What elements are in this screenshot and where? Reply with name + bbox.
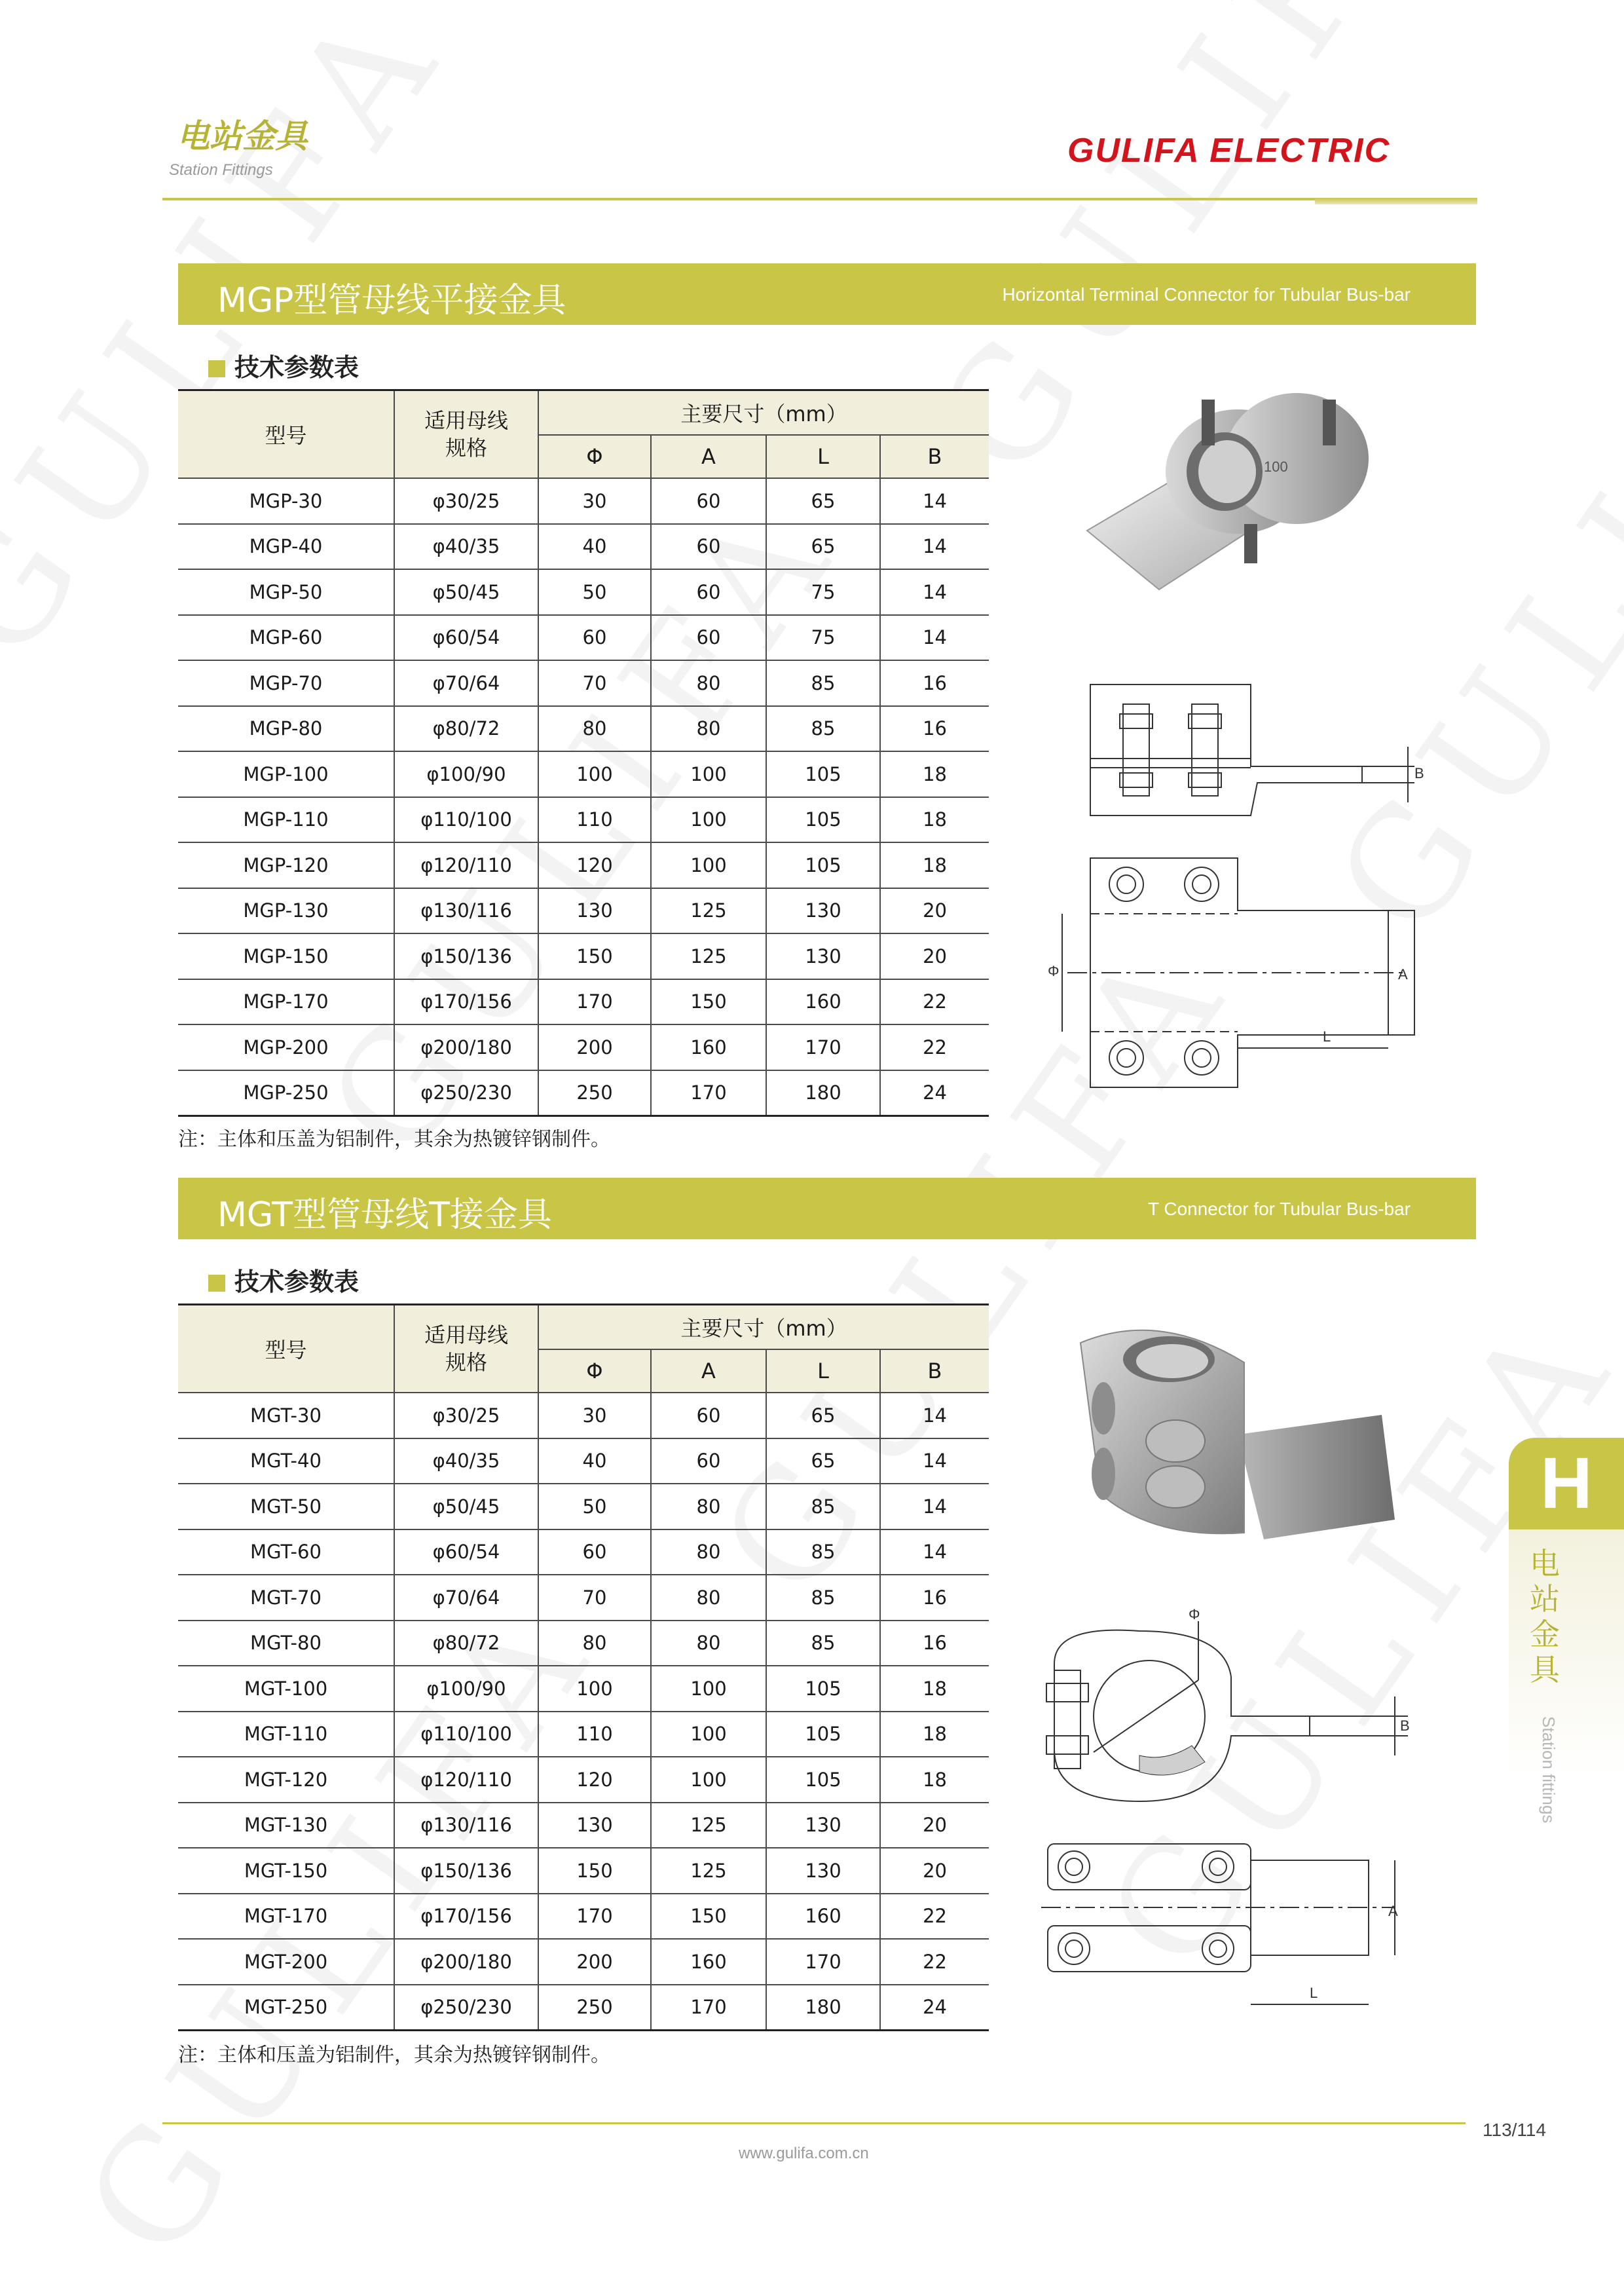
table-row <box>178 979 989 1025</box>
table-row <box>178 1484 989 1529</box>
table-cell: 150 <box>538 933 651 979</box>
table-row <box>178 888 989 934</box>
table-cell: 20 <box>880 888 989 934</box>
mgp-side-drawing <box>1087 675 1428 832</box>
table-cell: φ50/45 <box>394 569 538 615</box>
mgp-title-en: Horizontal Terminal Connector for Tubular Bus-bar <box>1002 284 1411 305</box>
table-cell: MGP-150 <box>178 933 394 979</box>
table-cell: 18 <box>880 842 989 888</box>
table-cell: φ250/230 <box>394 1070 538 1116</box>
table-cell: 200 <box>538 1024 651 1070</box>
mgp-top-drawing <box>1041 852 1428 1094</box>
table-cell: φ130/116 <box>394 1803 538 1848</box>
col-main-dims: 主要尺寸（mm） <box>538 390 989 436</box>
table-row <box>178 1621 989 1666</box>
mgt-side-drawing <box>1041 1605 1414 1814</box>
table-cell: 85 <box>766 1621 880 1666</box>
mgt-dim-b: B <box>1400 1717 1410 1734</box>
col-model: 型号 <box>178 390 394 479</box>
table-row <box>178 1985 989 2031</box>
col-model: 型号 <box>178 1305 394 1393</box>
table-cell: 60 <box>651 1393 766 1438</box>
header-rule <box>162 198 1315 200</box>
table-cell: 170 <box>766 1939 880 1985</box>
col-bus-spec: 适用母线 规格 <box>394 1305 538 1393</box>
col-b: B <box>880 435 989 478</box>
mgp-dim-phi: Φ <box>1048 963 1060 979</box>
table-cell: φ100/90 <box>394 1666 538 1712</box>
table-cell: φ200/180 <box>394 1024 538 1070</box>
table-cell: 80 <box>538 706 651 752</box>
mgt-dim-l: L <box>1310 1985 1318 2001</box>
mgt-product-photo <box>1074 1323 1401 1559</box>
table-cell: φ200/180 <box>394 1939 538 1985</box>
table-cell: 85 <box>766 1529 880 1575</box>
table-cell: φ170/156 <box>394 979 538 1025</box>
table-cell: 70 <box>538 1575 651 1621</box>
table-cell: φ250/230 <box>394 1985 538 2031</box>
table-cell: φ80/72 <box>394 706 538 752</box>
table-cell: 16 <box>880 660 989 706</box>
table-cell: 16 <box>880 1621 989 1666</box>
table-row <box>178 1757 989 1803</box>
table-cell: 14 <box>880 478 989 524</box>
col-b: B <box>880 1349 989 1393</box>
table-cell: 100 <box>651 1666 766 1712</box>
table-cell: MGP-170 <box>178 979 394 1025</box>
table-cell: 130 <box>538 1803 651 1848</box>
table-cell: 150 <box>651 979 766 1025</box>
table-cell: 80 <box>651 660 766 706</box>
table-cell: MGP-100 <box>178 751 394 797</box>
table-cell: 180 <box>766 1070 880 1116</box>
col-l: L <box>766 435 880 478</box>
table-cell: φ120/110 <box>394 842 538 888</box>
table-cell: MGT-150 <box>178 1848 394 1894</box>
table-cell: MGT-40 <box>178 1438 394 1484</box>
col-a: A <box>651 1349 766 1393</box>
table-cell: 50 <box>538 569 651 615</box>
chapter-tab-panel <box>1509 1529 1624 1778</box>
table-cell: 100 <box>651 1712 766 1757</box>
table-cell: φ40/35 <box>394 1438 538 1484</box>
table-cell: 250 <box>538 1985 651 2031</box>
table-cell: MGP-80 <box>178 706 394 752</box>
table-cell: 22 <box>880 1024 989 1070</box>
table-row <box>178 751 989 797</box>
table-cell: 100 <box>651 1757 766 1803</box>
table-cell: MGT-250 <box>178 1985 394 2031</box>
page-number: 113/114 <box>1483 2120 1547 2140</box>
table-cell: 125 <box>651 1848 766 1894</box>
table-cell: 30 <box>538 478 651 524</box>
table-row <box>178 1712 989 1757</box>
mgp-spec-table <box>178 389 989 1117</box>
table-cell: 200 <box>538 1939 651 1985</box>
mgp-title-cn: MGP型管母线平接金具 <box>217 281 566 320</box>
table-cell: 14 <box>880 1484 989 1529</box>
table-cell: 18 <box>880 751 989 797</box>
mgp-dim-b: B <box>1414 765 1424 781</box>
table-cell: 85 <box>766 706 880 752</box>
mgt-title-cn: MGT型管母线T接金具 <box>217 1195 552 1235</box>
table-cell: 80 <box>651 1529 766 1575</box>
table-cell: MGP-30 <box>178 478 394 524</box>
table-cell: φ150/136 <box>394 1848 538 1894</box>
table-cell: 60 <box>651 1438 766 1484</box>
table-cell: 105 <box>766 1666 880 1712</box>
table-cell: MGP-50 <box>178 569 394 615</box>
footer-url: www.gulifa.com.cn <box>739 2145 869 2162</box>
brand-logo: GULIFA ELECTRIC <box>1067 132 1391 170</box>
table-cell: 125 <box>651 933 766 979</box>
table-cell: 85 <box>766 660 880 706</box>
table-cell: MGT-200 <box>178 1939 394 1985</box>
col-phi: Φ <box>538 1349 651 1393</box>
table-cell: 160 <box>651 1024 766 1070</box>
table-cell: 80 <box>651 1575 766 1621</box>
table-cell: MGP-250 <box>178 1070 394 1116</box>
table-cell: MGT-30 <box>178 1393 394 1438</box>
table-cell: 125 <box>651 888 766 934</box>
table-cell: 14 <box>880 1438 989 1484</box>
table-cell: 100 <box>538 1666 651 1712</box>
table-cell: MGP-60 <box>178 615 394 661</box>
table-cell: 80 <box>651 1484 766 1529</box>
table-cell: 22 <box>880 1894 989 1940</box>
table-cell: 180 <box>766 1985 880 2031</box>
table-cell: φ120/110 <box>394 1757 538 1803</box>
table-cell: 125 <box>651 1803 766 1848</box>
table-cell: 160 <box>651 1939 766 1985</box>
mgp-dim-a: A <box>1398 966 1408 983</box>
table-cell: 60 <box>651 524 766 570</box>
table-cell: 14 <box>880 1393 989 1438</box>
table-cell: φ40/35 <box>394 524 538 570</box>
table-cell: 16 <box>880 1575 989 1621</box>
table-cell: 24 <box>880 1070 989 1116</box>
mgp-title-band <box>178 263 1476 325</box>
col-phi: Φ <box>538 435 651 478</box>
table-cell: φ110/100 <box>394 1712 538 1757</box>
table-cell: 150 <box>538 1848 651 1894</box>
footer-rule <box>162 2122 1466 2124</box>
table-cell: 30 <box>538 1393 651 1438</box>
mgp-dim-l: L <box>1323 1028 1331 1045</box>
table-cell: 80 <box>651 706 766 752</box>
table-row <box>178 524 989 570</box>
table-cell: 80 <box>651 1621 766 1666</box>
table-cell: 100 <box>651 751 766 797</box>
table-cell: 100 <box>651 842 766 888</box>
section-title-cn: 电站金具 <box>177 117 308 155</box>
table-cell: MGT-70 <box>178 1575 394 1621</box>
table-cell: 170 <box>651 1070 766 1116</box>
mgt-title-en: T Connector for Tubular Bus-bar <box>1147 1199 1411 1219</box>
table-cell: 20 <box>880 1803 989 1848</box>
table-cell: 16 <box>880 706 989 752</box>
table-cell: 120 <box>538 842 651 888</box>
table-cell: 65 <box>766 524 880 570</box>
table-cell: 14 <box>880 569 989 615</box>
table-row <box>178 1070 989 1116</box>
table-cell: φ130/116 <box>394 888 538 934</box>
table-cell: 20 <box>880 1848 989 1894</box>
table-cell: 60 <box>651 478 766 524</box>
table-cell: 18 <box>880 1712 989 1757</box>
table-cell: 60 <box>651 569 766 615</box>
table-cell: φ150/136 <box>394 933 538 979</box>
table-cell: 110 <box>538 1712 651 1757</box>
table-cell: 100 <box>538 751 651 797</box>
table-cell: MGT-120 <box>178 1757 394 1803</box>
table-cell: 130 <box>766 933 880 979</box>
col-main-dims: 主要尺寸（mm） <box>538 1305 989 1350</box>
table-cell: 50 <box>538 1484 651 1529</box>
table-cell: 65 <box>766 478 880 524</box>
table-cell: 85 <box>766 1484 880 1529</box>
table-row <box>178 615 989 661</box>
table-cell: 170 <box>538 1894 651 1940</box>
mgt-dim-phi: Φ <box>1189 1606 1200 1622</box>
table-cell: 100 <box>651 797 766 843</box>
square-bullet-icon <box>208 1275 225 1292</box>
mgt-dim-a: A <box>1388 1903 1398 1919</box>
table-cell: 60 <box>651 615 766 661</box>
table-cell: 160 <box>766 1894 880 1940</box>
table-cell: φ70/64 <box>394 1575 538 1621</box>
table-cell: MGT-60 <box>178 1529 394 1575</box>
table-cell: 130 <box>766 888 880 934</box>
table-cell: 40 <box>538 1438 651 1484</box>
table-row <box>178 797 989 843</box>
mgt-subtitle: 技术参数表 <box>208 1262 359 1298</box>
table-row <box>178 706 989 752</box>
mgt-note: 注：主体和压盖为铝制件，其余为热镀锌钢制件。 <box>178 2044 610 2067</box>
table-cell: φ30/25 <box>394 1393 538 1438</box>
section-title-en: Station Fittings <box>169 161 273 179</box>
table-cell: MGT-80 <box>178 1621 394 1666</box>
table-cell: 40 <box>538 524 651 570</box>
table-cell: 70 <box>538 660 651 706</box>
mgp-subtitle: 技术参数表 <box>208 347 359 383</box>
table-cell: MGT-50 <box>178 1484 394 1529</box>
table-cell: 60 <box>538 1529 651 1575</box>
table-cell: 18 <box>880 1757 989 1803</box>
table-cell: MGT-130 <box>178 1803 394 1848</box>
table-cell: φ110/100 <box>394 797 538 843</box>
table-cell: MGP-130 <box>178 888 394 934</box>
table-cell: MGP-40 <box>178 524 394 570</box>
table-row <box>178 842 989 888</box>
table-cell: MGP-110 <box>178 797 394 843</box>
col-l: L <box>766 1349 880 1393</box>
table-cell: 105 <box>766 842 880 888</box>
table-cell: 105 <box>766 1712 880 1757</box>
table-cell: 130 <box>766 1803 880 1848</box>
table-cell: 105 <box>766 751 880 797</box>
table-row <box>178 1666 989 1712</box>
table-cell: 105 <box>766 1757 880 1803</box>
table-cell: 250 <box>538 1070 651 1116</box>
mgt-spec-table <box>178 1303 989 2031</box>
table-cell: 14 <box>880 615 989 661</box>
table-row <box>178 569 989 615</box>
table-cell: 60 <box>538 615 651 661</box>
table-row <box>178 1803 989 1848</box>
table-cell: φ170/156 <box>394 1894 538 1940</box>
col-a: A <box>651 435 766 478</box>
table-row <box>178 1393 989 1438</box>
table-row <box>178 660 989 706</box>
table-cell: 14 <box>880 524 989 570</box>
square-bullet-icon <box>208 360 225 377</box>
table-cell: φ80/72 <box>394 1621 538 1666</box>
chapter-tab-letter: H <box>1509 1438 1624 1529</box>
table-cell: 75 <box>766 615 880 661</box>
table-row <box>178 1848 989 1894</box>
table-row <box>178 1575 989 1621</box>
table-cell: 150 <box>651 1894 766 1940</box>
table-row <box>178 1438 989 1484</box>
table-cell: 14 <box>880 1529 989 1575</box>
table-row <box>178 478 989 524</box>
table-cell: 22 <box>880 1939 989 1985</box>
table-cell: φ50/45 <box>394 1484 538 1529</box>
mgp-note: 注：主体和压盖为铝制件，其余为热镀锌钢制件。 <box>178 1128 610 1151</box>
mgt-top-drawing <box>1041 1834 1408 2031</box>
mgp-photo-stamp: 100 <box>1264 459 1288 475</box>
table-cell: φ100/90 <box>394 751 538 797</box>
table-cell: φ30/25 <box>394 478 538 524</box>
table-cell: MGP-200 <box>178 1024 394 1070</box>
table-row <box>178 1939 989 1985</box>
chapter-tab-cn: 电站金具 <box>1530 1546 1560 1687</box>
table-cell: 24 <box>880 1985 989 2031</box>
table-cell: 22 <box>880 979 989 1025</box>
table-cell: 170 <box>766 1024 880 1070</box>
table-row <box>178 1894 989 1940</box>
table-cell: 18 <box>880 1666 989 1712</box>
table-cell: 75 <box>766 569 880 615</box>
table-cell: MGT-100 <box>178 1666 394 1712</box>
table-cell: 85 <box>766 1575 880 1621</box>
table-cell: MGT-170 <box>178 1894 394 1940</box>
header-rule-gradient <box>1315 198 1477 204</box>
table-cell: 110 <box>538 797 651 843</box>
table-cell: 80 <box>538 1621 651 1666</box>
table-row <box>178 933 989 979</box>
table-cell: 120 <box>538 1757 651 1803</box>
table-cell: 160 <box>766 979 880 1025</box>
table-cell: 65 <box>766 1393 880 1438</box>
col-bus-spec: 适用母线 规格 <box>394 390 538 479</box>
table-cell: 105 <box>766 797 880 843</box>
table-cell: 130 <box>538 888 651 934</box>
table-cell: φ60/54 <box>394 1529 538 1575</box>
table-cell: MGP-70 <box>178 660 394 706</box>
table-row <box>178 1529 989 1575</box>
table-cell: MGP-120 <box>178 842 394 888</box>
table-row <box>178 1024 989 1070</box>
mgt-title-band <box>178 1178 1476 1239</box>
table-cell: 170 <box>651 1985 766 2031</box>
table-cell: 130 <box>766 1848 880 1894</box>
table-cell: 20 <box>880 933 989 979</box>
table-cell: 18 <box>880 797 989 843</box>
chapter-tab-en: Station fittings <box>1539 1716 1559 1824</box>
table-cell: 170 <box>538 979 651 1025</box>
table-cell: φ60/54 <box>394 615 538 661</box>
table-cell: φ70/64 <box>394 660 538 706</box>
table-cell: MGT-110 <box>178 1712 394 1757</box>
table-cell: 65 <box>766 1438 880 1484</box>
mgp-product-photo <box>1080 373 1447 596</box>
